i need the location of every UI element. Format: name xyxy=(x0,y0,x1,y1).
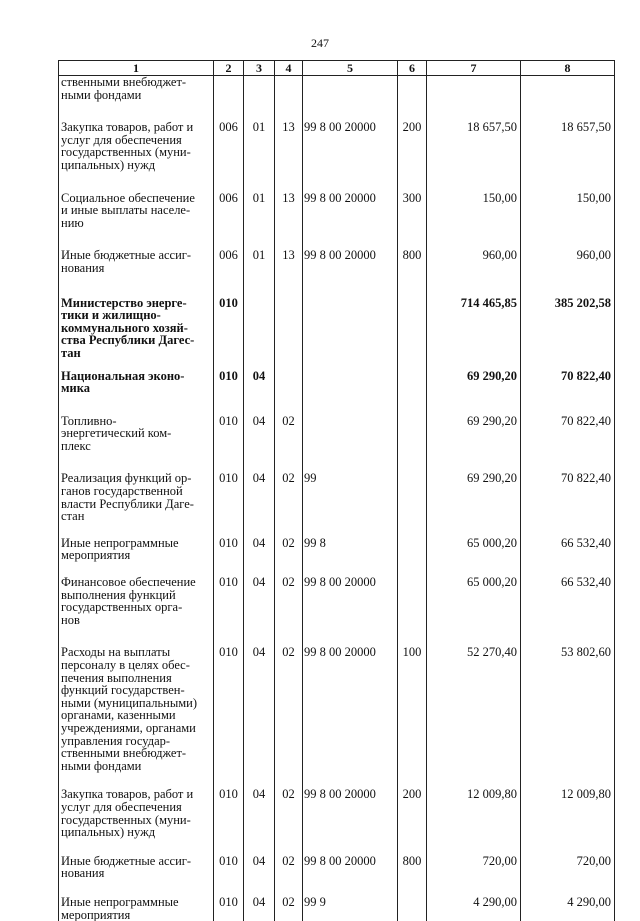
cell-c5: 99 8 00 20000 xyxy=(303,576,398,646)
row-name-line: Национальная эконо- xyxy=(61,370,211,383)
row-name-line: функций государствен- xyxy=(61,684,211,697)
cell-c3: 04 xyxy=(244,896,275,921)
cell-c4: 02 xyxy=(275,537,303,576)
table-row xyxy=(59,855,615,896)
cell-c5: 99 xyxy=(303,472,398,536)
row-name-cell xyxy=(59,472,214,536)
row-name-line: нов xyxy=(61,614,211,627)
cell-c2: 010 xyxy=(214,646,244,788)
row-name-line: органами, казенными xyxy=(61,709,211,722)
cell-c2: 010 xyxy=(214,576,244,646)
row-name-line: тики и жилищно- xyxy=(61,309,211,322)
cell-c7: 65 000,20 xyxy=(427,576,521,646)
table-row xyxy=(59,896,615,921)
row-name-cell xyxy=(59,788,214,854)
column-header: 8 xyxy=(521,61,615,76)
table-row xyxy=(59,415,615,473)
row-name-line: Закупка товаров, работ и xyxy=(61,788,211,801)
cell-c2: 010 xyxy=(214,788,244,854)
row-name-line: коммунального хозяй- xyxy=(61,322,211,335)
row-name-cell xyxy=(59,537,214,576)
cell-c7: 65 000,20 xyxy=(427,537,521,576)
row-name-cell xyxy=(59,415,214,473)
row-name-line: ганов государственной xyxy=(61,485,211,498)
cell-c6: 300 xyxy=(398,192,427,250)
cell-c4: 13 xyxy=(275,249,303,296)
row-name-line: ными фондами xyxy=(61,89,211,102)
cell-c8: 960,00 xyxy=(521,249,615,296)
cell-c5: 99 8 00 20000 xyxy=(303,249,398,296)
cell-c6 xyxy=(398,297,427,370)
cell-c7: 52 270,40 xyxy=(427,646,521,788)
cell-c4: 13 xyxy=(275,192,303,250)
cell-c8: 18 657,50 xyxy=(521,121,615,191)
table-row xyxy=(59,472,615,536)
cell-c7 xyxy=(427,76,521,122)
row-name-line: ципальных) нужд xyxy=(61,826,211,839)
row-name-line: Иные непрограммные xyxy=(61,896,211,909)
row-name-line: выполнения функций xyxy=(61,589,211,602)
row-name-line: персоналу в целях обес- xyxy=(61,659,211,672)
cell-c5: 99 8 00 20000 xyxy=(303,855,398,896)
cell-c7: 4 290,00 xyxy=(427,896,521,921)
cell-c8: 385 202,58 xyxy=(521,297,615,370)
row-name-line: нования xyxy=(61,262,211,275)
cell-c6 xyxy=(398,896,427,921)
cell-c3 xyxy=(244,297,275,370)
cell-c5 xyxy=(303,297,398,370)
cell-c4 xyxy=(275,297,303,370)
table-row xyxy=(59,297,615,370)
cell-c3 xyxy=(244,76,275,122)
row-name-line: мероприятия xyxy=(61,549,211,562)
cell-c6 xyxy=(398,415,427,473)
cell-c8 xyxy=(521,76,615,122)
cell-c8: 53 802,60 xyxy=(521,646,615,788)
cell-c6: 800 xyxy=(398,855,427,896)
row-name-line: управления государ- xyxy=(61,735,211,748)
cell-c4 xyxy=(275,370,303,415)
cell-c8: 150,00 xyxy=(521,192,615,250)
cell-c4: 02 xyxy=(275,896,303,921)
cell-c3: 04 xyxy=(244,415,275,473)
row-name-line: ными (муниципальными) xyxy=(61,697,211,710)
row-name-line: Иные непрограммные xyxy=(61,537,211,550)
column-header: 5 xyxy=(303,61,398,76)
row-name-cell xyxy=(59,855,214,896)
cell-c3: 01 xyxy=(244,192,275,250)
row-name-line: учреждениями, органами xyxy=(61,722,211,735)
cell-c6 xyxy=(398,537,427,576)
table-body xyxy=(59,76,615,921)
row-name-line: государственных (муни- xyxy=(61,146,211,159)
table-row xyxy=(59,646,615,788)
table-row xyxy=(59,121,615,191)
cell-c2: 006 xyxy=(214,121,244,191)
row-name-cell xyxy=(59,121,214,191)
cell-c3: 01 xyxy=(244,249,275,296)
cell-c6: 200 xyxy=(398,788,427,854)
cell-c7: 150,00 xyxy=(427,192,521,250)
cell-c5: 99 8 00 20000 xyxy=(303,192,398,250)
cell-c4: 02 xyxy=(275,472,303,536)
cell-c4: 02 xyxy=(275,788,303,854)
cell-c7: 12 009,80 xyxy=(427,788,521,854)
table-row xyxy=(59,788,615,854)
cell-c3: 04 xyxy=(244,472,275,536)
cell-c2: 010 xyxy=(214,855,244,896)
column-header: 6 xyxy=(398,61,427,76)
cell-c8: 66 532,40 xyxy=(521,537,615,576)
row-name-cell xyxy=(59,896,214,921)
row-name-line: нию xyxy=(61,217,211,230)
table-row xyxy=(59,192,615,250)
row-name-line: ными фондами xyxy=(61,760,211,773)
cell-c4: 02 xyxy=(275,646,303,788)
row-name-line: ственными внебюджет- xyxy=(61,747,211,760)
cell-c8: 70 822,40 xyxy=(521,472,615,536)
column-header: 3 xyxy=(244,61,275,76)
row-name-line: печения выполнения xyxy=(61,672,211,685)
row-name-line: ственными внебюджет- xyxy=(61,76,211,89)
cell-c2: 010 xyxy=(214,297,244,370)
row-name-cell xyxy=(59,576,214,646)
cell-c2: 006 xyxy=(214,249,244,296)
row-name-cell xyxy=(59,192,214,250)
row-name-line: плекс xyxy=(61,440,211,453)
cell-c7: 720,00 xyxy=(427,855,521,896)
row-name-line: власти Республики Даге- xyxy=(61,498,211,511)
row-name-line: государственных орга- xyxy=(61,601,211,614)
cell-c8: 720,00 xyxy=(521,855,615,896)
cell-c7: 69 290,20 xyxy=(427,472,521,536)
row-name-line: Социальное обеспечение xyxy=(61,192,211,205)
cell-c7: 960,00 xyxy=(427,249,521,296)
row-name-line: Иные бюджетные ассиг- xyxy=(61,855,211,868)
row-name-cell xyxy=(59,646,214,788)
row-name-line: стан xyxy=(61,510,211,523)
cell-c5 xyxy=(303,76,398,122)
cell-c3: 04 xyxy=(244,788,275,854)
cell-c4: 02 xyxy=(275,415,303,473)
cell-c3: 04 xyxy=(244,646,275,788)
row-name-line: Финансовое обеспечение xyxy=(61,576,211,589)
cell-c2: 010 xyxy=(214,537,244,576)
cell-c3: 04 xyxy=(244,576,275,646)
column-header: 2 xyxy=(214,61,244,76)
cell-c6 xyxy=(398,576,427,646)
cell-c5: 99 8 00 20000 xyxy=(303,646,398,788)
row-name-line: энергетический ком- xyxy=(61,427,211,440)
cell-c7: 714 465,85 xyxy=(427,297,521,370)
cell-c2: 010 xyxy=(214,896,244,921)
table-row xyxy=(59,537,615,576)
cell-c5 xyxy=(303,370,398,415)
row-name-line: Топливно- xyxy=(61,415,211,428)
cell-c2: 010 xyxy=(214,472,244,536)
cell-c3: 01 xyxy=(244,121,275,191)
row-name-cell xyxy=(59,249,214,296)
cell-c4 xyxy=(275,76,303,122)
row-name-line: услуг для обеспечения xyxy=(61,801,211,814)
cell-c4: 13 xyxy=(275,121,303,191)
cell-c8: 66 532,40 xyxy=(521,576,615,646)
cell-c5: 99 8 00 20000 xyxy=(303,788,398,854)
cell-c6: 100 xyxy=(398,646,427,788)
table-row xyxy=(59,370,615,415)
row-name-line: Расходы на выплаты xyxy=(61,646,211,659)
cell-c8: 70 822,40 xyxy=(521,415,615,473)
row-name-line: тан xyxy=(61,347,211,360)
cell-c5 xyxy=(303,415,398,473)
table-row xyxy=(59,576,615,646)
cell-c4: 02 xyxy=(275,855,303,896)
cell-c2: 006 xyxy=(214,192,244,250)
row-name-line: и иные выплаты населе- xyxy=(61,204,211,217)
cell-c3: 04 xyxy=(244,370,275,415)
column-header: 1 xyxy=(59,61,214,76)
cell-c8: 4 290,00 xyxy=(521,896,615,921)
row-name-line: нования xyxy=(61,867,211,880)
row-name-line: Иные бюджетные ассиг- xyxy=(61,249,211,262)
table-header-row xyxy=(59,61,615,76)
row-name-line: Реализация функций ор- xyxy=(61,472,211,485)
cell-c6 xyxy=(398,370,427,415)
column-header: 4 xyxy=(275,61,303,76)
cell-c8: 70 822,40 xyxy=(521,370,615,415)
cell-c4: 02 xyxy=(275,576,303,646)
cell-c5: 99 8 00 20000 xyxy=(303,121,398,191)
cell-c7: 69 290,20 xyxy=(427,415,521,473)
cell-c6: 800 xyxy=(398,249,427,296)
row-name-cell xyxy=(59,370,214,415)
row-name-line: Министерство энерге- xyxy=(61,297,211,310)
table-row xyxy=(59,249,615,296)
row-name-line: ципальных) нужд xyxy=(61,159,211,172)
page-number: 247 xyxy=(0,36,640,50)
cell-c5: 99 8 xyxy=(303,537,398,576)
cell-c2 xyxy=(214,76,244,122)
row-name-line: Закупка товаров, работ и xyxy=(61,121,211,134)
row-name-line: мероприятия xyxy=(61,909,211,921)
row-name-line: мика xyxy=(61,382,211,395)
row-name-line: государственных (муни- xyxy=(61,814,211,827)
row-name-cell xyxy=(59,76,214,122)
cell-c6 xyxy=(398,76,427,122)
cell-c6: 200 xyxy=(398,121,427,191)
cell-c6 xyxy=(398,472,427,536)
cell-c3: 04 xyxy=(244,855,275,896)
row-name-cell xyxy=(59,297,214,370)
cell-c2: 010 xyxy=(214,370,244,415)
row-name-line: услуг для обеспечения xyxy=(61,134,211,147)
cell-c3: 04 xyxy=(244,537,275,576)
row-name-line: ства Республики Дагес- xyxy=(61,334,211,347)
cell-c2: 010 xyxy=(214,415,244,473)
cell-c7: 69 290,20 xyxy=(427,370,521,415)
table-row xyxy=(59,76,615,122)
cell-c5: 99 9 xyxy=(303,896,398,921)
cell-c7: 18 657,50 xyxy=(427,121,521,191)
cell-c8: 12 009,80 xyxy=(521,788,615,854)
budget-table xyxy=(58,60,615,921)
column-header: 7 xyxy=(427,61,521,76)
